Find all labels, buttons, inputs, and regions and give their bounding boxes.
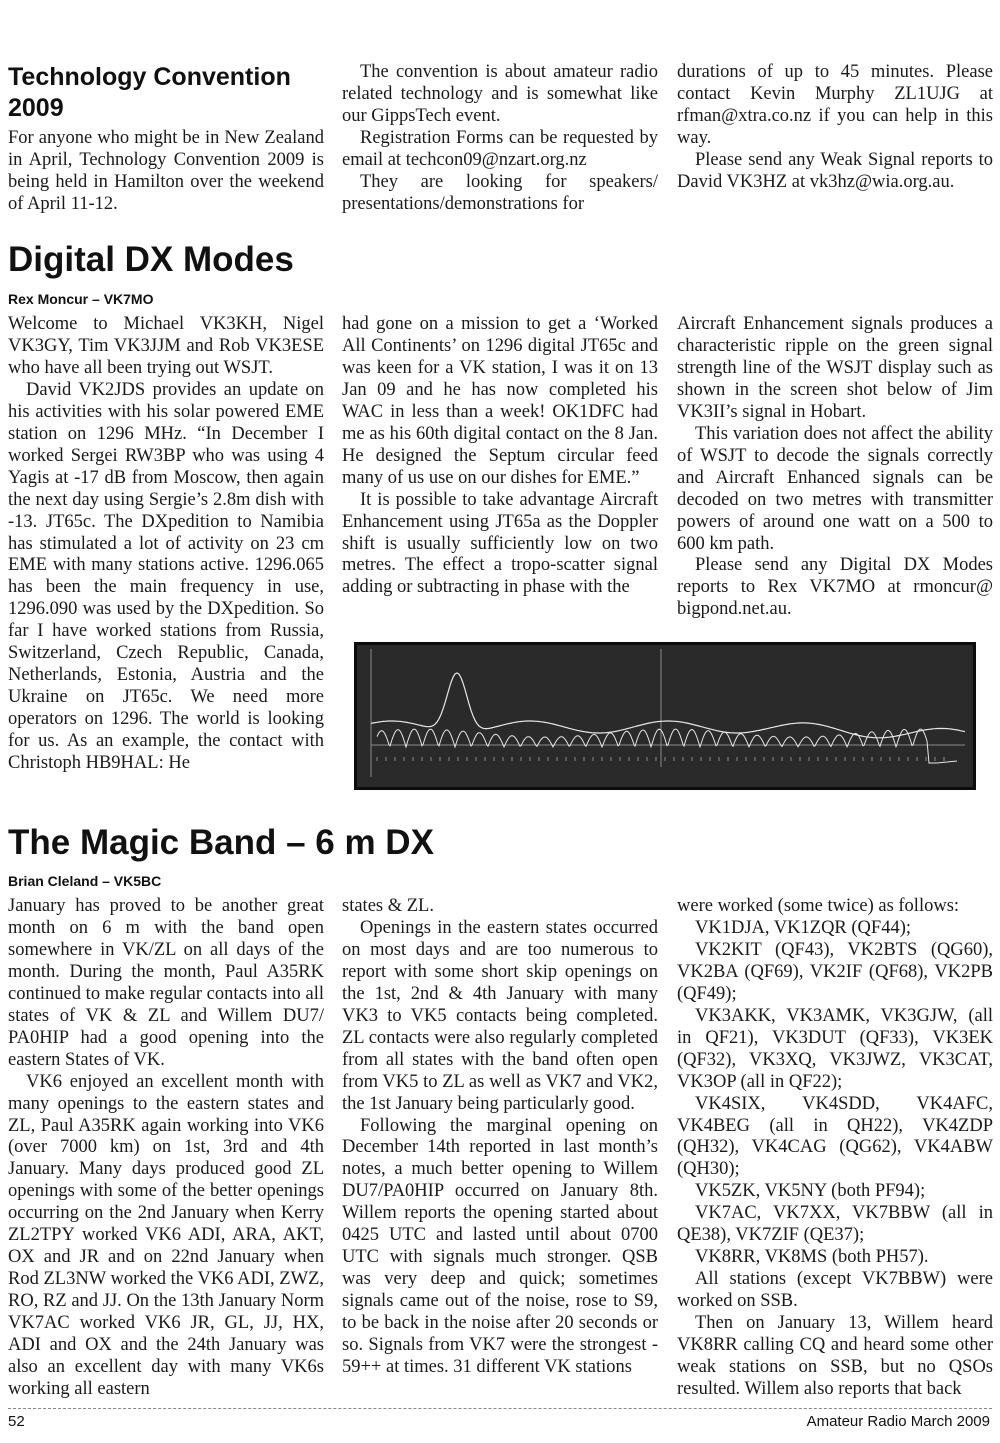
paragraph: It is possible to take advantage Aircraft Enhancement using JT65a as the Doppler shift is usually sufficiently low on two metres. The effect a tropo-scatter signal adding or subtracting in phase with the (342, 489, 658, 598)
paragraph: Registration Forms can be requested by email at techcon09@nzart.org.nz (342, 127, 658, 170)
magic-band-byline: Brian Cleland – VK5BC (8, 873, 162, 889)
paragraph: They are looking for speakers/ presentations/demonstrations for (342, 171, 658, 214)
paragraph: Welcome to Michael VK3KH, Nigel VK3GY, Tim VK3JJM and Rob VK3ESE who have all been trying out WSJT. (8, 314, 324, 378)
paragraph: Openings in the eastern states occurred on most days and are too numerous to report with some short skip openings on the 1st, 2nd & 4th January with many VK3 to VK5 contacts being completed. ZL contacts were also regularly completed from all states with the band often open from VK5 to ZL as well as VK7 and VK2, the 1st January being particularly good. (342, 917, 658, 1114)
digital-dx-title: Digital DX Modes (8, 240, 294, 279)
station-list-item: VK5ZK, VK5NY (both PF94); (695, 1181, 926, 1202)
magic-band-title: The Magic Band – 6 m DX (8, 823, 434, 862)
footer-divider (8, 1408, 992, 1409)
magic-band-col-3 (677, 896, 993, 1404)
paragraph: Please send any Weak Signal reports to David VK3HZ at vk3hz@wia.org.au. (677, 149, 993, 192)
station-list-item: VK8RR, VK8MS (both PH57). (695, 1247, 929, 1268)
paragraph: Then on January 13, Willem heard VK8RR calling CQ and heard some other weak stations on SSB, but no QSOs resulted. Willem also reports that back (677, 1313, 993, 1399)
paragraph: Please send any Digital DX Modes reports to Rex VK7MO at rmoncur@ bigpond.net.au. (677, 555, 993, 620)
paragraph: David VK2JDS provides an update on his activities with his solar powered EME station on 1296 MHz. “In December I worked Sergei RW3BP who was using 4 Yagis at -17 dB from Moscow, then again the next day using Sergie’s 2.8m dish with -13. JT65c. The DXpedition to Namibia has stimulated a lot of activity on 23 cm EME with many stations active. 1296.065 has been the main frequency in use, 1296.090 was used by the DXpedition. So far I have worked stations from Russia, Switzerland, Czech Republic, Canada, Netherlands, Estonia, Austria and the Ukraine on JT65c. We need more operators on 1296. The world is looking for us. As an example, the contact with Christoph HB9HAL: He (8, 379, 324, 774)
magic-band-col-1 (8, 896, 324, 1404)
paragraph: VK6 enjoyed an excellent month with many openings to the eastern states and ZL, Paul A35RK again working into VK6 (over 7000 km) on 1st, 3rd and 4th January. Many days produced good ZL openings with some of the better openings occurring on the 2nd January when Kerry ZL2TPY worked VK6 ADI, ARA, AKT, OX and JR and on 22nd January when Rod ZL3NW worked the VK6 ADI, ZWZ, RO, RZ and JJ. On the 13th January Norm VK7AC worked VK6 JR, GL, JJ, HX, ADI and OX and the 24th January was also an excellent day with many VK6s working all eastern (8, 1071, 324, 1399)
page-number: 52 (8, 1413, 25, 1430)
paragraph: Aircraft Enhancement signals produces a characteristic ripple on the green signal strength line of the WSJT display such as shown in the screen shot below of Jim VK3II’s signal in Hobart. (677, 314, 993, 422)
paragraph: were worked (some twice) as follows: (677, 896, 960, 916)
magic-band-col-2 (342, 896, 658, 1404)
paragraph: Following the marginal opening on December 14th reported in last month’s notes, a much better opening to Willem DU7/PA0HIP occurred on January 8th. Willem reports the opening started about 0425 UTC and lasted until about 0700 UTC with signals much stronger. QSB was very deep and quick; sometimes signals came out of the noise, rose to S9, to be back in the noise after 20 seconds or so. Signals from VK7 were the strongest - 59++ at times. 31 different VK stations (342, 1115, 658, 1378)
station-list-item: VK7AC, VK7XX, VK7BBW (all in QE38), VK7ZIF (QE37); (677, 1203, 993, 1246)
paragraph: All stations (except VK7BBW) were worked on SSB. (677, 1269, 993, 1312)
station-list-item: VK1DJA, VK1ZQR (QF44); (695, 917, 912, 938)
publication-footer: Amateur Radio March 2009 (806, 1413, 990, 1430)
paragraph: January has proved to be another great month on 6 m with the band open somewhere in VK/ZL on all days of the month. During the month, Paul A35RK continued to make regular contacts into all states of VK & ZL and Willem DU7/ PA0HIP had a good opening into the eastern States of VK. (8, 896, 324, 1070)
station-list-item: VK2KIT (QF43), VK2BTS (QG60), VK2BA (QF69), VK2IF (QF68), VK2PB (QF49); (677, 939, 993, 1004)
digital-dx-byline: Rex Moncur – VK7MO (8, 291, 154, 307)
paragraph: The convention is about amateur radio related technology and is somewhat like our GippsTech event. (342, 62, 658, 126)
tech-convention-title: Technology Convention 2009 (8, 63, 291, 122)
paragraph: durations of up to 45 minutes. Please contact Kevin Murphy ZL1UJG at rfman@xtra.co.nz if you can help in this way. (677, 62, 993, 148)
paragraph: had gone on a mission to get a ‘Worked All Continents’ on 1296 digital JT65c and was keen for a VK station, I was it on 13 Jan 09 and he has now completed his WAC in less than a week! OK1DFC had me as his 60th digital contact on the 8 Jan. He designed the Septum circular feed many of us use on our dishes for EME.” (342, 314, 658, 488)
paragraph: This variation does not affect the ability of WSJT to decode the signals correctly and Aircraft Enhanced signals can be decoded on two metres with transmitter powers of around one watt on a 500 to 600 km path. (677, 423, 993, 554)
station-list-item: VK4SIX, VK4SDD, VK4AFC, VK4BEG (all in QH22), VK4ZDP (QH32), VK4CAG (QG62), VK4ABW (QH30); (677, 1093, 993, 1180)
paragraph: states & ZL. (342, 896, 434, 916)
paragraph: For anyone who might be in New Zealand in April, Technology Convention 2009 is being held in Hamilton over the weekend of April 11-12. (8, 128, 324, 214)
station-list-item: VK3AKK, VK3AMK, VK3GJW, (all in QF21), VK3DUT (QF33), VK3EK (QF32), VK3XQ, VK3JWZ, VK3CAT, VK3OP (all in QF22); (677, 1005, 993, 1092)
